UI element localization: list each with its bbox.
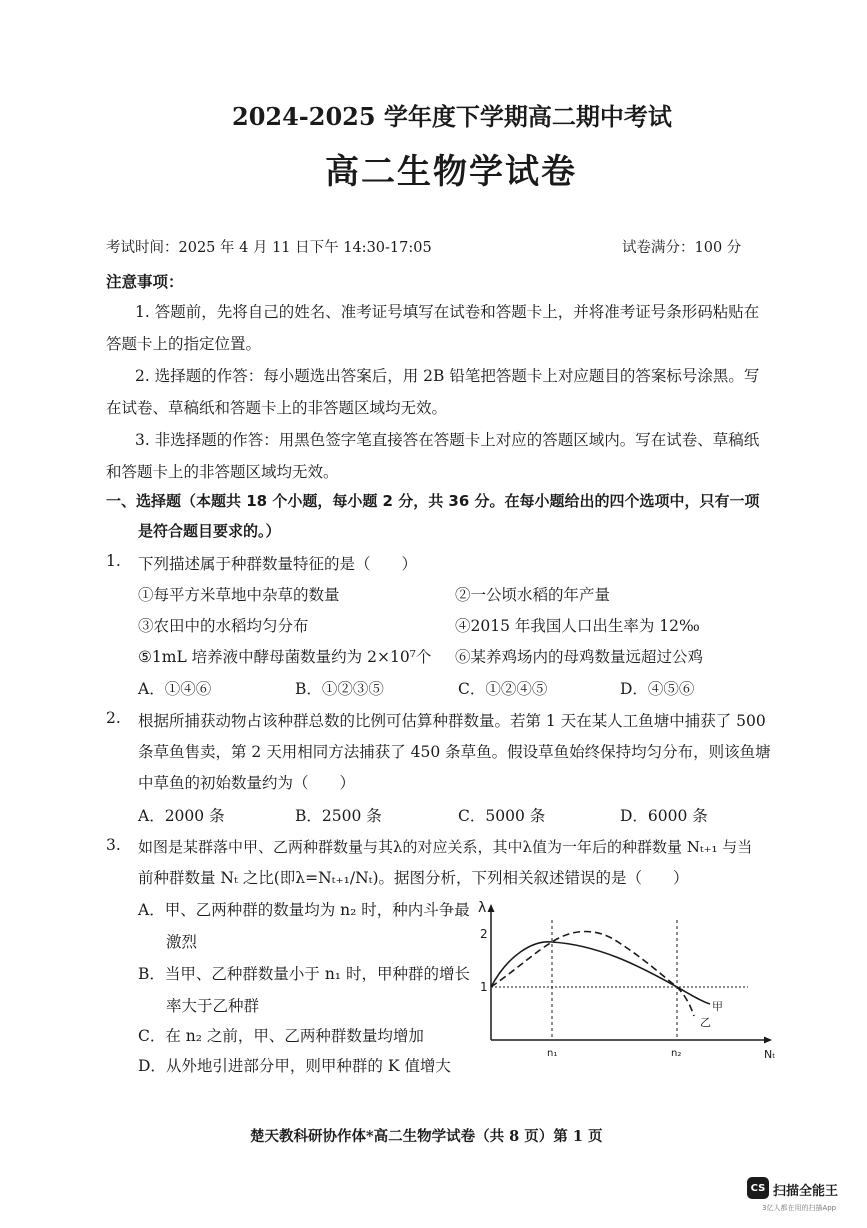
y-tick-2: 2 [480,927,488,941]
q2-stem-a: 根据所捕获动物占该种群总数的比例可估算种群数量。若第 1 天在某人工鱼塘中捕获了 500 [138,712,766,730]
notice-line-1a: 1. 答题前，先将自己的姓名、准考证号填写在试卷和答题卡上，并将准考证号条形码粘贴在 [135,303,760,321]
q3-option-a: A．甲、乙两种群的数量均为 n₂ 时，种内斗争最 [138,901,470,919]
curve-label-jia: 甲 [712,1000,723,1013]
y-tick-1: 1 [480,980,488,994]
notice-line-1b: 答题卡上的指定位置。 [106,335,262,353]
scanner-tagline: 3亿人都在用的扫描App [762,1204,837,1212]
notice-line-3a: 3. 非选择题的作答：用黑色签字笔直接答在答题卡上对应的答题区域内。写在试卷、草稿纸 [135,431,760,449]
section-1-title-b: 是符合题目要求的。） [138,522,281,540]
q1-option-a: A．①④⑥ [138,680,212,698]
notice-line-2a: 2. 选择题的作答：每小题选出答案后，用 2B 铅笔把答题卡上对应题目的答案标号涂黑。写 [135,367,760,385]
page-footer: 楚天教科研协作体*高二生物学试卷（共 8 页）第 1 页 [250,1128,603,1145]
q3-option-b-cont: 率大于乙种群 [166,997,260,1015]
q1-item: ④2015 年我国人口出生率为 12‰ [455,617,700,635]
x-tick-n1: n₁ [547,1048,558,1059]
q2-option-d: D．6000 条 [620,807,708,825]
notice-line-2b: 在试卷、草稿纸和答题卡上的非答题区域均无效。 [106,399,448,417]
q3-stem-b: 前种群数量 Nₜ 之比(即λ=Nₜ₊₁/Nₜ)。据图分析，下列相关叙述错误的是（ ） [138,869,689,887]
x-axis-arrow [764,1037,772,1044]
x-axis-label: Nₜ [764,1048,776,1061]
q2-number: 2. [106,709,121,727]
q1-item: ⑥某养鸡场内的母鸡数量远超过公鸡 [455,648,704,666]
q1-item: ②一公顷水稻的年产量 [455,586,611,604]
full-score: 试卷满分：100 分 [622,240,742,256]
q1-option-d: D．④⑤⑥ [620,680,695,698]
notice-heading: 注意事项： [106,272,184,291]
q1-option-c: C．①②④⑤ [458,680,548,698]
q3-option-b: B．当甲、乙种群数量小于 n₁ 时，甲种群的增长 [138,965,470,983]
q1-item: ⑤1mL 培养液中酵母菌数量约为 2×10⁷个 [138,648,432,666]
x-tick-n2: n₂ [671,1048,682,1059]
q2-stem-b: 条草鱼售卖，第 2 天用相同方法捕获了 450 条草鱼。假设草鱼始终保持均匀分布，则该鱼塘 [138,743,771,761]
q2-option-a: A．2000 条 [138,807,225,825]
notice-line-3b: 和答题卡上的非答题区域均无效。 [106,463,339,481]
q3-option-a-cont: 激烈 [166,933,198,951]
q1-item: ①每平方米草地中杂草的数量 [138,586,340,604]
curve-label-yi: 乙 [700,1016,711,1029]
scanner-app-name: 扫描全能王 [773,1184,839,1199]
section-1-title-a: 一、选择题（本题共 18 个小题，每小题 2 分，共 36 分。在每小题给出的四个选项中，只有一项 [106,492,760,510]
exam-title: 2024-2025 学年度下学期高二期中考试 [232,102,672,131]
q3-option-d: D．从外地引进部分甲，则甲种群的 K 值增大 [138,1057,451,1075]
y-axis-label: λ [478,900,487,916]
paper-title: 高二生物学试卷 [325,152,577,192]
y-axis-arrow [488,904,495,912]
q1-item: ③农田中的水稻均匀分布 [138,617,309,635]
exam-time: 考试时间：2025 年 4 月 11 日下午 14:30-17:05 [106,240,432,256]
scanner-logo: CS [747,1177,769,1199]
q3-option-c: C．在 n₂ 之前，甲、乙两种群数量均增加 [138,1027,424,1045]
q2-option-c: C．5000 条 [458,807,546,825]
q1-option-b: B．①②③⑤ [295,680,384,698]
curve-yi [491,932,694,1017]
q2-stem-c: 中草鱼的初始数量约为（ ） [138,774,356,792]
q2-option-b: B．2500 条 [295,807,382,825]
q1-number: 1. [106,552,121,570]
q3-number: 3. [106,836,121,854]
q3-stem-a: 如图是某群落中甲、乙两种群数量与其λ的对应关系，其中λ值为一年后的种群数量 Nₜ₊₁ 与当 [138,838,753,856]
q1-stem: 下列描述属于种群数量特征的是（ ） [138,555,418,573]
lambda-population-graph [448,890,788,1070]
